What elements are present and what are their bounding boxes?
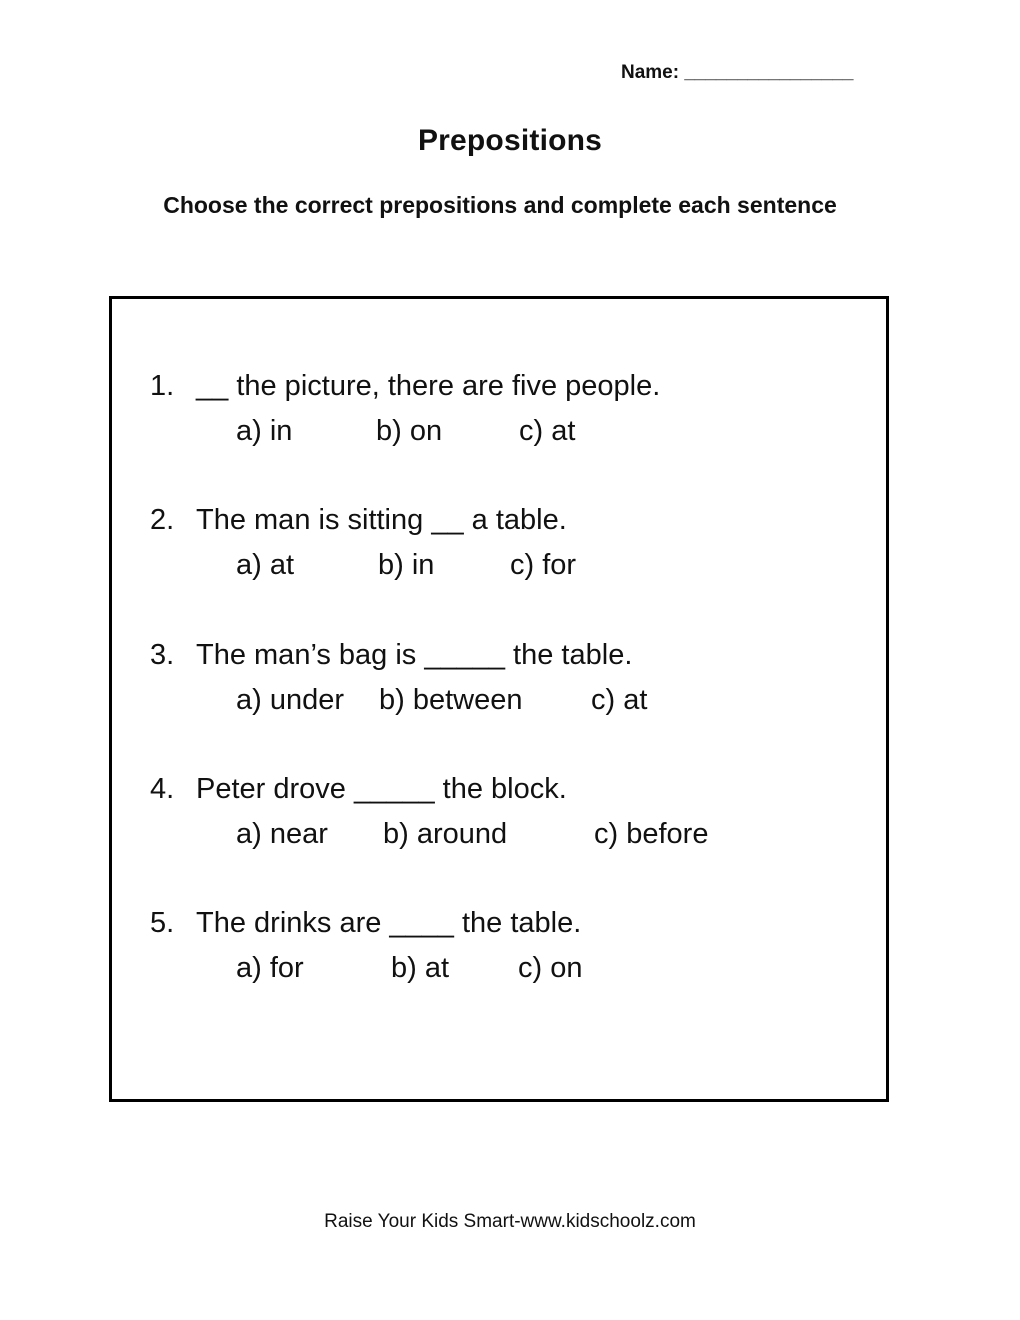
option-a[interactable]: a) in	[236, 415, 293, 447]
page-title: Prepositions	[417, 124, 603, 157]
question-number: 5.	[150, 907, 175, 939]
option-c[interactable]: c) for	[510, 549, 577, 581]
option-c[interactable]: c) at	[591, 684, 648, 716]
option-c[interactable]: c) on	[518, 952, 583, 984]
question-number: 4.	[150, 773, 175, 805]
option-b[interactable]: b) in	[378, 549, 435, 581]
option-a[interactable]: a) near	[236, 818, 328, 850]
question-text: The man is sitting __ a table.	[196, 504, 567, 536]
option-a[interactable]: a) for	[236, 952, 304, 984]
question-1	[150, 370, 660, 403]
question-3	[150, 639, 632, 672]
question-5	[150, 907, 581, 940]
option-c[interactable]: c) before	[594, 818, 709, 850]
question-text: The drinks are ____ the table.	[196, 907, 582, 939]
question-number: 3.	[150, 639, 175, 671]
instructions: Choose the correct prepositions and complete each sentence	[163, 192, 837, 218]
option-c[interactable]: c) at	[519, 415, 576, 447]
question-number: 1.	[150, 370, 175, 402]
option-b[interactable]: b) around	[383, 818, 508, 850]
footer-credit: Raise Your Kids Smart-www.kidschoolz.com	[324, 1211, 696, 1232]
option-a[interactable]: a) under	[236, 684, 345, 716]
question-text: Peter drove _____ the block.	[196, 773, 567, 805]
option-a[interactable]: a) at	[236, 549, 295, 581]
question-4	[150, 773, 567, 806]
option-b[interactable]: b) between	[379, 684, 523, 716]
question-number: 2.	[150, 504, 175, 536]
question-2	[150, 504, 567, 537]
option-b[interactable]: b) on	[376, 415, 443, 447]
question-text: __ the picture, there are five people.	[196, 370, 661, 402]
question-text: The man’s bag is _____ the table.	[196, 639, 633, 671]
name-field-label: Name: ________________	[621, 62, 854, 83]
option-b[interactable]: b) at	[391, 952, 450, 984]
